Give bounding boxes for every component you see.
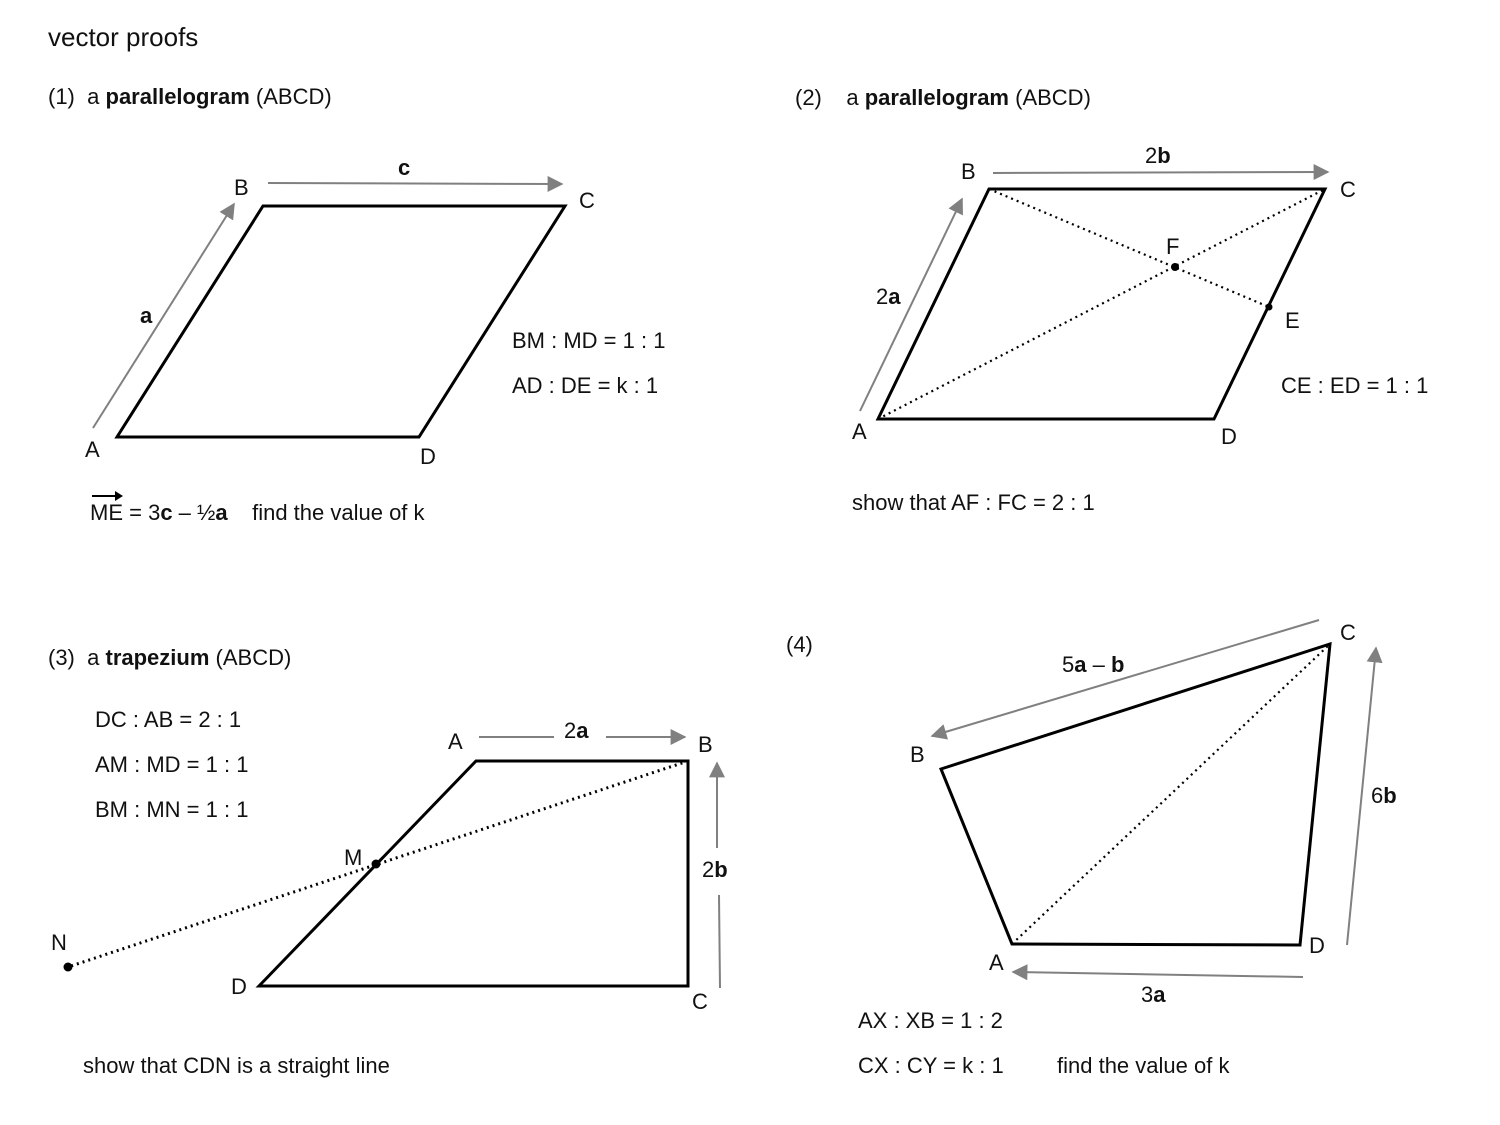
vertex-b-label: B (910, 742, 925, 767)
problem-1-heading (48, 86, 332, 108)
vertex-b-label: B (961, 159, 976, 184)
point-f (1171, 263, 1179, 271)
problem-prefix: a (87, 645, 100, 670)
problem-1-diagram (93, 183, 565, 437)
vector-a-arrow (93, 204, 234, 428)
vertex-d-label: D (1309, 933, 1325, 958)
vertex-c-label: C (579, 188, 595, 213)
problem-prefix: a (87, 84, 100, 109)
problem-2-heading (795, 87, 1091, 109)
vector-c-label: c (398, 155, 411, 180)
shape-name: parallelogram (105, 84, 250, 109)
problem-2-task: show that AF : FC = 2 : 1 (852, 490, 1095, 515)
condition-1: DC : AB = 2 : 1 (95, 707, 242, 732)
parallelogram-abcd (117, 206, 565, 437)
vertex-b-label: B (698, 732, 713, 757)
vertex-a-label: A (852, 419, 867, 444)
vector-2b-arrow-lower (719, 895, 720, 988)
shape-suffix: (ABCD) (215, 645, 292, 670)
problem-number: (1) (48, 84, 75, 109)
problem-3-heading (48, 647, 291, 669)
problem-4-diagram (932, 620, 1376, 977)
shape-name: parallelogram (864, 85, 1009, 110)
page-title: vector proofs (48, 22, 199, 52)
problem-number: (2) (795, 85, 822, 110)
condition-2: AM : MD = 1 : 1 (95, 752, 249, 777)
problem-number: (3) (48, 645, 75, 670)
vertex-c-label: C (692, 989, 708, 1014)
vertex-a-label: A (989, 950, 1004, 975)
condition-2: AD : DE = k : 1 (512, 373, 659, 398)
condition-1: BM : MD = 1 : 1 (512, 328, 666, 353)
point-m-label: M (344, 845, 363, 870)
problem-3-task: show that CDN is a straight line (83, 1053, 390, 1078)
trapezium-abcd (259, 761, 688, 986)
condition-2: CX : CY = k : 1 (858, 1053, 1004, 1078)
point-f-label: F (1166, 234, 1180, 259)
vector-me: ME (90, 500, 123, 525)
diagonal-ac (1012, 644, 1330, 944)
vertex-c-label: C (1340, 177, 1356, 202)
vector-2b-label: 2b (1145, 143, 1171, 168)
vector-a-label: a (140, 303, 153, 328)
vector-2b-arrow (993, 172, 1328, 173)
condition-3: BM : MN = 1 : 1 (95, 797, 249, 822)
vector-3a-arrow (1013, 972, 1303, 977)
point-e (1266, 304, 1273, 311)
problem-prefix: a (846, 85, 859, 110)
shape-suffix: (ABCD) (255, 84, 332, 109)
point-e-label: E (1285, 308, 1300, 333)
problem-4-heading: (4) (786, 632, 813, 657)
vector-3a-label: 3a (1141, 982, 1166, 1007)
shape-suffix: (ABCD) (1015, 85, 1091, 110)
vector-2a-label: 2a (564, 718, 589, 743)
vector-5a-b-arrow (932, 620, 1319, 736)
diagonal-ac (878, 189, 1325, 419)
task-instruction: find the value of k (252, 500, 425, 525)
point-n (64, 963, 73, 972)
point-n-label: N (51, 930, 67, 955)
vector-2a-label: 2a (876, 284, 901, 309)
vertex-a-label: A (85, 437, 100, 462)
vertex-c-label: C (1340, 620, 1356, 645)
vertex-b-label: B (234, 175, 249, 200)
condition-1: CE : ED = 1 : 1 (1281, 373, 1429, 398)
vector-2b-label: 2b (702, 857, 728, 882)
problem-4-task: find the value of k (1057, 1053, 1230, 1078)
condition-1: AX : XB = 1 : 2 (858, 1008, 1003, 1033)
vertex-d-label: D (231, 974, 247, 999)
vertex-d-label: D (420, 444, 436, 469)
quadrilateral-abcd (941, 644, 1330, 945)
shape-name: trapezium (105, 645, 210, 670)
point-m (372, 860, 381, 869)
vector-6b-label: 6b (1371, 783, 1397, 808)
problem-2-diagram (860, 172, 1328, 419)
vector-c-arrow (268, 183, 562, 184)
vertex-d-label: D (1221, 424, 1237, 449)
vector-5a-minus-b-label: 5a – b (1062, 652, 1125, 677)
vertex-a-label: A (448, 729, 463, 754)
problem-1-task: ME = 3c – ½a find the value of k (90, 500, 425, 525)
